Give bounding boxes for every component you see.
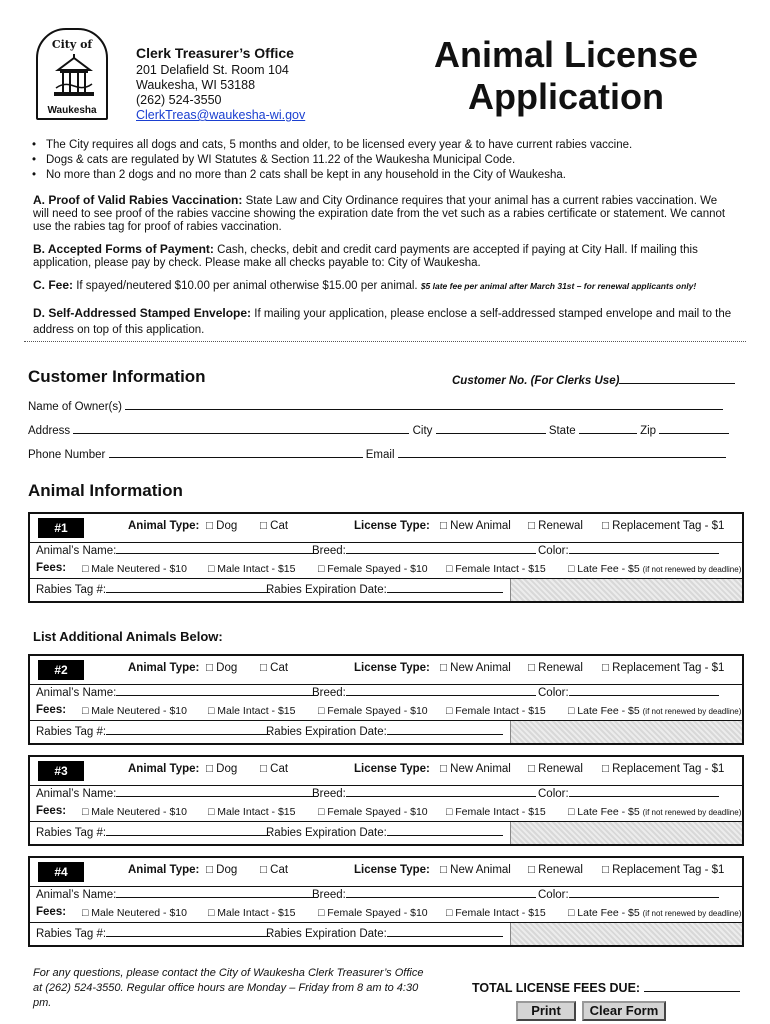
breed-label: Breed: bbox=[312, 788, 346, 800]
color-field[interactable] bbox=[538, 543, 719, 557]
logo-bottom-text: Waukesha bbox=[47, 105, 97, 116]
male-neutered-checkbox[interactable]: □ Male Neutered - $10 bbox=[82, 907, 187, 919]
animal-name-label: Animal’s Name: bbox=[36, 545, 117, 557]
color-label: Color: bbox=[538, 788, 569, 800]
fees-label: Fees: bbox=[36, 704, 67, 716]
section-c-late-note: $5 late fee per animal after March 31st – for renewal applicants only! bbox=[420, 281, 697, 291]
dog-checkbox[interactable]: □ Dog bbox=[206, 864, 238, 876]
section-c bbox=[33, 279, 733, 293]
breed-label: Breed: bbox=[312, 889, 346, 901]
color-field[interactable] bbox=[538, 786, 719, 800]
late-fee-checkbox[interactable] bbox=[568, 806, 741, 818]
total-fees-label: TOTAL LICENSE FEES DUE: bbox=[472, 981, 641, 995]
animal-block-4 bbox=[28, 856, 744, 947]
contact-note: For any questions, please contact the City of Waukesha Clerk Treasurer’s Office at (262) 524-3550. Regular office hours are Monday – Friday from 8 am to 4:30 pm. bbox=[33, 967, 424, 1009]
city-label: City bbox=[412, 425, 433, 437]
customer-heading: Customer Information bbox=[28, 367, 206, 386]
female-spayed-checkbox[interactable]: □ Female Spayed - $10 bbox=[318, 806, 428, 818]
rabies-expiration-label: Rabies Expiration Date: bbox=[266, 584, 387, 596]
animal-heading: Animal Information bbox=[28, 481, 183, 500]
section-b-text: Cash, checks, debit and credit card payments are accepted if paying at City Hall. If mailing this application, please pay by check. Please make all checks payable to: City of Waukesha. bbox=[33, 244, 698, 269]
license-type-label: License Type: bbox=[354, 763, 430, 775]
section-a-text: State Law and City Ordinance requires that your animal has a current rabies vaccination. We will need to see proof of the rabies vaccine showing the expiration date from the vet such as a rabies certificate or statement. We cannot use the rabies tag for proof of rabies vaccination. bbox=[33, 195, 726, 233]
new-animal-checkbox[interactable]: □ New Animal bbox=[440, 763, 511, 775]
license-type-label: License Type: bbox=[354, 662, 430, 674]
rabies-tag-label: Rabies Tag #: bbox=[36, 726, 107, 738]
renewal-checkbox[interactable]: □ Renewal bbox=[528, 520, 583, 532]
animal-name-field[interactable] bbox=[36, 685, 318, 699]
section-a bbox=[33, 194, 733, 234]
office-address-line1: 201 Delafield St. Room 104 bbox=[136, 63, 289, 77]
animal-type-label: Animal Type: bbox=[128, 864, 200, 876]
replacement-tag-checkbox[interactable]: □ Replacement Tag - $1 bbox=[602, 520, 725, 532]
requirement-item: • The City requires all dogs and cats, 5 months and older, to be licensed every year & to have current rabies vaccine. bbox=[32, 138, 632, 153]
phone-row bbox=[28, 447, 726, 461]
page-title-line1: Animal License bbox=[433, 34, 699, 75]
late-fee-note: (if not renewed by deadline) bbox=[642, 808, 742, 817]
owner-name-field[interactable] bbox=[28, 399, 723, 413]
divider bbox=[24, 341, 746, 342]
rabies-expiration-label: Rabies Expiration Date: bbox=[266, 827, 387, 839]
animal-block-2 bbox=[28, 654, 744, 745]
email-input[interactable] bbox=[398, 447, 726, 458]
zip-label: Zip bbox=[640, 425, 657, 437]
clerk-use-area bbox=[510, 822, 742, 844]
license-type-label: License Type: bbox=[354, 520, 430, 532]
state-label: State bbox=[548, 425, 576, 437]
rabies-expiration-label: Rabies Expiration Date: bbox=[266, 928, 387, 940]
breed-field[interactable] bbox=[312, 543, 536, 557]
clerk-use-area bbox=[510, 721, 742, 743]
address-row bbox=[28, 423, 729, 437]
section-d bbox=[33, 305, 733, 338]
male-intact-checkbox[interactable]: □ Male Intact - $15 bbox=[208, 806, 296, 818]
rabies-expiration-field[interactable] bbox=[266, 825, 503, 839]
clear-form-button[interactable]: Clear Form bbox=[582, 1001, 666, 1021]
animal-number: #4 bbox=[38, 862, 84, 882]
print-button[interactable]: Print bbox=[516, 1001, 576, 1021]
fees-label: Fees: bbox=[36, 906, 67, 918]
license-type-label: License Type: bbox=[354, 864, 430, 876]
office-phone: (262) 524-3550 bbox=[136, 93, 222, 107]
rabies-tag-field[interactable] bbox=[36, 724, 270, 738]
replacement-tag-checkbox[interactable]: □ Replacement Tag - $1 bbox=[602, 763, 725, 775]
office-address-line2: Waukesha, WI 53188 bbox=[136, 78, 256, 92]
rabies-tag-field[interactable] bbox=[36, 926, 270, 940]
city-input[interactable] bbox=[436, 423, 546, 434]
section-a-label: A. Proof of Valid Rabies Vaccination: bbox=[33, 193, 243, 207]
new-animal-checkbox[interactable]: □ New Animal bbox=[440, 662, 511, 674]
address-label: Address bbox=[28, 425, 71, 437]
dog-checkbox[interactable]: □ Dog bbox=[206, 520, 238, 532]
animal-type-label: Animal Type: bbox=[128, 662, 200, 674]
female-intact-checkbox[interactable]: □ Female Intact - $15 bbox=[446, 907, 546, 919]
section-d-label: D. Self-Addressed Stamped Envelope: bbox=[33, 306, 252, 320]
address-input[interactable] bbox=[73, 423, 409, 434]
late-fee-checkbox[interactable] bbox=[568, 563, 741, 575]
new-animal-checkbox[interactable]: □ New Animal bbox=[440, 864, 511, 876]
cat-checkbox[interactable]: □ Cat bbox=[260, 763, 289, 775]
female-spayed-checkbox[interactable]: □ Female Spayed - $10 bbox=[318, 705, 428, 717]
animal-block-1 bbox=[28, 512, 744, 603]
late-fee-label: □ Late Fee - $5 bbox=[568, 907, 640, 919]
rabies-expiration-field[interactable] bbox=[266, 724, 503, 738]
rabies-expiration-label: Rabies Expiration Date: bbox=[266, 726, 387, 738]
replacement-tag-checkbox[interactable]: □ Replacement Tag - $1 bbox=[602, 662, 725, 674]
rabies-tag-field[interactable] bbox=[36, 825, 270, 839]
color-label: Color: bbox=[538, 889, 569, 901]
breed-field[interactable] bbox=[312, 685, 536, 699]
section-b-label: B. Accepted Forms of Payment: bbox=[33, 242, 214, 256]
male-neutered-checkbox[interactable]: □ Male Neutered - $10 bbox=[82, 563, 187, 575]
late-fee-label: □ Late Fee - $5 bbox=[568, 705, 640, 717]
renewal-checkbox[interactable]: □ Renewal bbox=[528, 763, 583, 775]
rabies-expiration-field[interactable] bbox=[266, 926, 503, 940]
female-spayed-checkbox[interactable]: □ Female Spayed - $10 bbox=[318, 563, 428, 575]
rabies-tag-label: Rabies Tag #: bbox=[36, 928, 107, 940]
late-fee-checkbox[interactable] bbox=[568, 907, 741, 919]
late-fee-checkbox[interactable] bbox=[568, 705, 741, 717]
breed-field[interactable] bbox=[312, 887, 536, 901]
office-email-link[interactable]: ClerkTreas@waukesha-wi.gov bbox=[136, 108, 306, 122]
breed-field[interactable] bbox=[312, 786, 536, 800]
animal-number: #2 bbox=[38, 660, 84, 680]
animal-name-label: Animal’s Name: bbox=[36, 788, 117, 800]
section-c-label: C. Fee: bbox=[33, 278, 74, 292]
late-fee-note: (if not renewed by deadline) bbox=[642, 565, 742, 574]
animal-name-field[interactable] bbox=[36, 887, 318, 901]
animal-name-label: Animal’s Name: bbox=[36, 889, 117, 901]
animal-name-field[interactable] bbox=[36, 543, 318, 557]
late-fee-note: (if not renewed by deadline) bbox=[642, 909, 742, 918]
section-c-text: If spayed/neutered $10.00 per animal otherwise $15.00 per animal. bbox=[76, 280, 418, 292]
animal-number: #3 bbox=[38, 761, 84, 781]
logo-top-text: City of bbox=[51, 38, 93, 51]
rabies-tag-field[interactable] bbox=[36, 582, 270, 596]
breed-label: Breed: bbox=[312, 545, 346, 557]
office-info bbox=[136, 46, 305, 123]
breed-label: Breed: bbox=[312, 687, 346, 699]
fees-label: Fees: bbox=[36, 805, 67, 817]
color-field[interactable] bbox=[538, 887, 719, 901]
cat-checkbox[interactable]: □ Cat bbox=[260, 864, 289, 876]
female-intact-checkbox[interactable]: □ Female Intact - $15 bbox=[446, 563, 546, 575]
animal-name-field[interactable] bbox=[36, 786, 318, 800]
male-intact-checkbox[interactable]: □ Male Intact - $15 bbox=[208, 705, 296, 717]
city-logo bbox=[36, 28, 108, 120]
total-fees-field[interactable] bbox=[472, 981, 740, 995]
color-field[interactable] bbox=[538, 685, 719, 699]
male-neutered-checkbox[interactable]: □ Male Neutered - $10 bbox=[82, 806, 187, 818]
male-neutered-checkbox[interactable]: □ Male Neutered - $10 bbox=[82, 705, 187, 717]
email-label: Email bbox=[365, 449, 395, 461]
phone-label: Phone Number bbox=[28, 449, 106, 461]
office-title: Clerk Treasurer’s Office bbox=[136, 45, 294, 61]
female-intact-checkbox[interactable]: □ Female Intact - $15 bbox=[446, 806, 546, 818]
requirements-list bbox=[32, 138, 632, 183]
late-fee-label: □ Late Fee - $5 bbox=[568, 806, 640, 818]
page-title-line2: Application bbox=[468, 76, 664, 117]
zip-input[interactable] bbox=[659, 423, 729, 434]
animal-type-label: Animal Type: bbox=[128, 520, 200, 532]
clerk-use-area bbox=[510, 579, 742, 601]
color-label: Color: bbox=[538, 545, 569, 557]
clerk-use-area bbox=[510, 923, 742, 945]
section-d-text: If mailing your application, please enclose a self-addressed stamped envelope and mail to the address on top of this application. bbox=[33, 308, 732, 336]
late-fee-note: (if not renewed by deadline) bbox=[642, 707, 742, 716]
owner-name-label: Name of Owner(s) bbox=[28, 401, 122, 413]
requirement-item: • No more than 2 dogs and no more than 2 cats shall be kept in any household in the City of Waukesha. bbox=[32, 168, 632, 183]
dog-checkbox[interactable]: □ Dog bbox=[206, 763, 238, 775]
phone-input[interactable] bbox=[109, 447, 363, 458]
dog-checkbox[interactable]: □ Dog bbox=[206, 662, 238, 674]
rabies-tag-label: Rabies Tag #: bbox=[36, 584, 107, 596]
female-intact-checkbox[interactable]: □ Female Intact - $15 bbox=[446, 705, 546, 717]
animal-block-3 bbox=[28, 755, 744, 846]
animal-type-label: Animal Type: bbox=[128, 763, 200, 775]
late-fee-label: □ Late Fee - $5 bbox=[568, 563, 640, 575]
section-b bbox=[33, 243, 733, 270]
animal-name-label: Animal’s Name: bbox=[36, 687, 117, 699]
rabies-tag-label: Rabies Tag #: bbox=[36, 827, 107, 839]
rabies-expiration-field[interactable] bbox=[266, 582, 503, 596]
female-spayed-checkbox[interactable]: □ Female Spayed - $10 bbox=[318, 907, 428, 919]
requirement-item: • Dogs & cats are regulated by WI Statutes & Section 11.22 of the Waukesha Municipal Code. bbox=[32, 153, 632, 168]
new-animal-checkbox[interactable]: □ New Animal bbox=[440, 520, 511, 532]
additional-animals-heading: List Additional Animals Below: bbox=[33, 629, 223, 644]
male-intact-checkbox[interactable]: □ Male Intact - $15 bbox=[208, 563, 296, 575]
cat-checkbox[interactable]: □ Cat bbox=[260, 520, 289, 532]
renewal-checkbox[interactable]: □ Renewal bbox=[528, 662, 583, 674]
renewal-checkbox[interactable]: □ Renewal bbox=[528, 864, 583, 876]
fees-label: Fees: bbox=[36, 562, 67, 574]
customer-number-label: Customer No. (For Clerks Use) bbox=[452, 375, 620, 387]
color-label: Color: bbox=[538, 687, 569, 699]
replacement-tag-checkbox[interactable]: □ Replacement Tag - $1 bbox=[602, 864, 725, 876]
animal-number: #1 bbox=[38, 518, 84, 538]
cat-checkbox[interactable]: □ Cat bbox=[260, 662, 289, 674]
page-title bbox=[408, 34, 724, 118]
pavilion-icon bbox=[52, 52, 96, 98]
customer-number-field[interactable] bbox=[452, 373, 735, 387]
state-input[interactable] bbox=[579, 423, 637, 434]
male-intact-checkbox[interactable]: □ Male Intact - $15 bbox=[208, 907, 296, 919]
